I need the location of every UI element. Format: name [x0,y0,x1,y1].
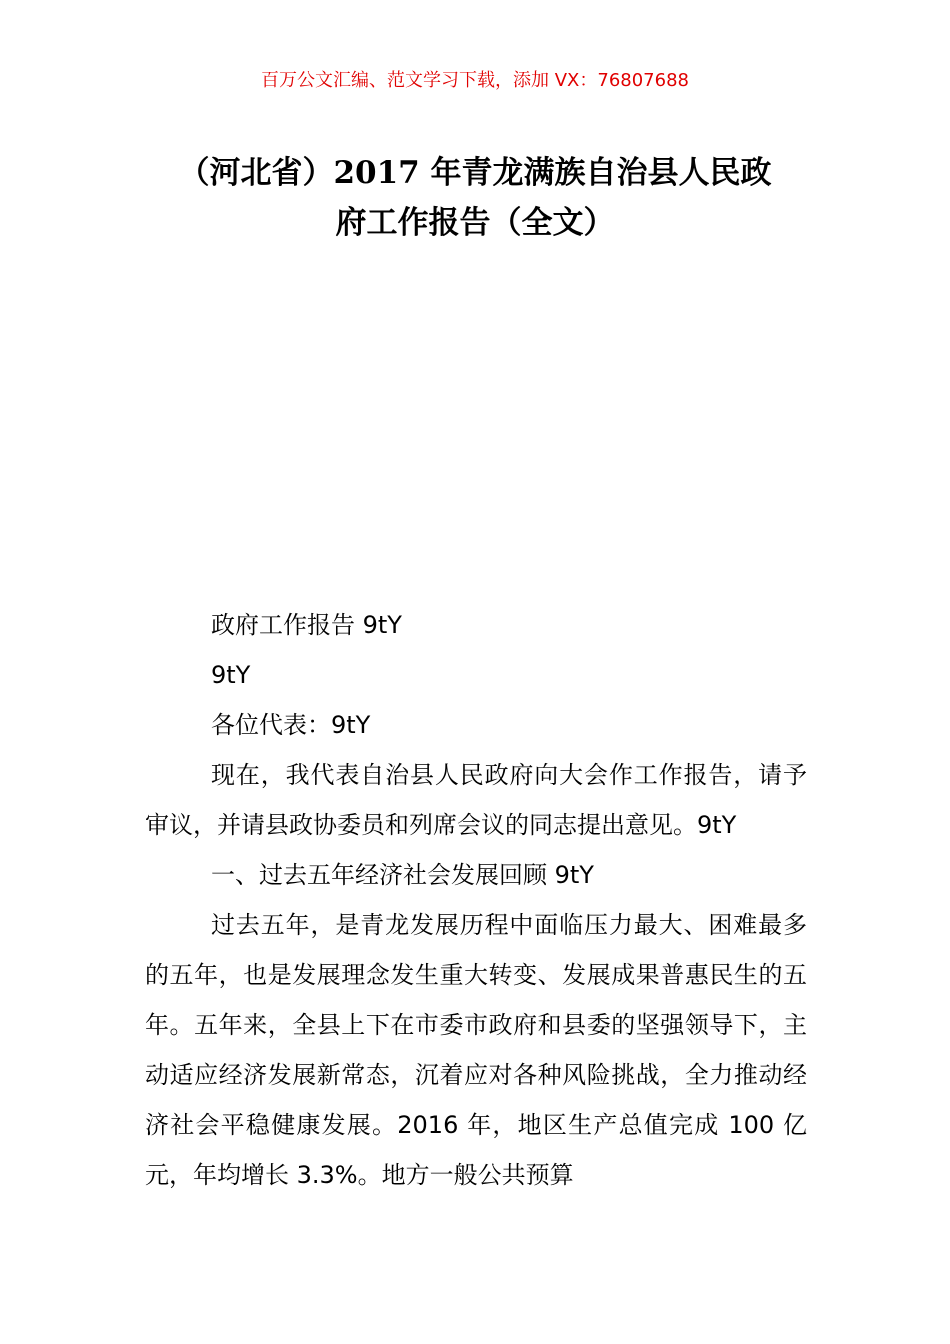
title-line-1: （河北省）2017 年青龙满族自治县人民政 [178,155,772,191]
document-title [130,148,820,248]
header-promo-note: 百万公文汇编、范文学习下载，添加 VX：76807688 [261,70,689,91]
paragraph-salutation: 各位代表：9tY [211,711,371,739]
document-body [145,600,807,1200]
paragraph-report-heading: 政府工作报告 9tY [211,611,402,639]
paragraph-review: 过去五年，是青龙发展历程中面临压力最大、困难最多的五年，也是发展理念发生重大转变、发展成果普惠民生的五年。五年来，全县上下在市委市政府和县委的坚强领导下，主动适应经济发展新常态，沉着应对各种风险挑战，全力推动经济社会平稳健康发展。2016 年，地区生产总值完成 100 亿元，年均增长 3.3%。地方一般公共预算 [145,911,807,1189]
section-heading-1: 一、过去五年经济社会发展回顾 9tY [211,861,594,889]
title-line-2: 府工作报告（全文） [335,205,615,241]
paragraph-marker: 9tY [211,661,251,689]
paragraph-intro: 现在，我代表自治县人民政府向大会作工作报告，请予审议，并请县政协委员和列席会议的同志提出意见。9tY [145,761,807,839]
